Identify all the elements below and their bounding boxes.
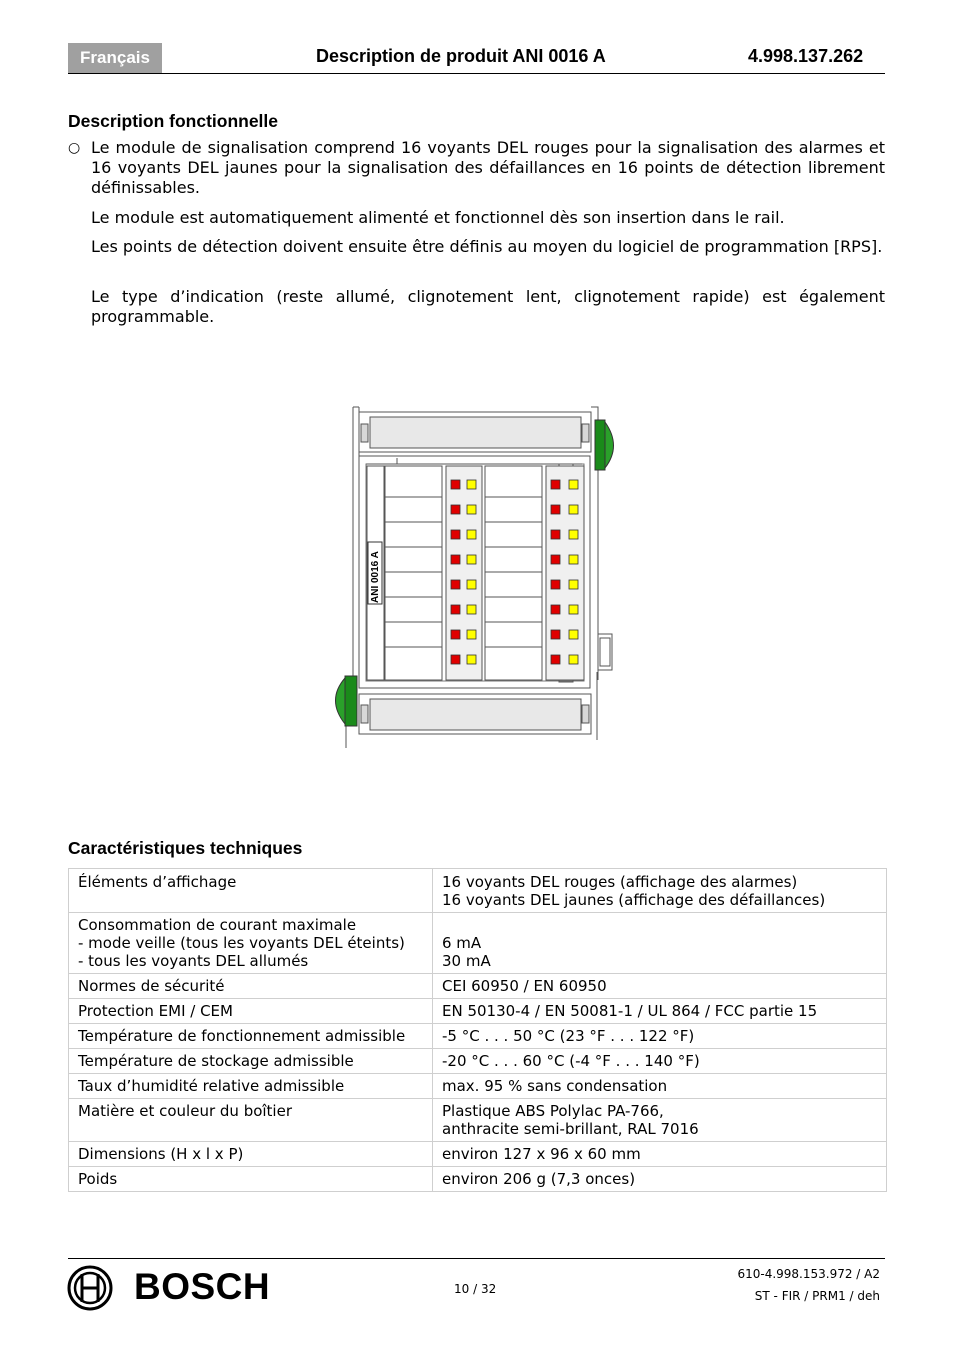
spec-value xyxy=(433,1074,887,1099)
table-cell-line: -20 °C . . . 60 °C (-4 °F . . . 140 °F) xyxy=(442,1052,700,1070)
yellow-led xyxy=(569,505,578,514)
document-reference-2: ST - FIR / PRM1 / deh xyxy=(754,1289,880,1303)
table-cell-line: Température de stockage admissible xyxy=(78,1052,354,1070)
table-row xyxy=(69,1074,887,1099)
paragraph-1: Le module de signalisation comprend 16 voyants DEL rouges pour la signalisation des alarmes et 16 voyants DEL jaunes pour la signalisation des défaillances en 16 points de détection librement définissables. xyxy=(91,138,885,197)
table-cell-line: EN 50130-4 / EN 50081-1 / UL 864 / FCC partie 15 xyxy=(442,1002,818,1020)
table-cell-line: Matière et couleur du boîtier xyxy=(78,1102,292,1120)
table-cell-line: environ 127 x 96 x 60 mm xyxy=(442,1145,641,1163)
spec-label xyxy=(69,1074,433,1099)
red-led xyxy=(551,580,560,589)
table-cell-line: CEI 60950 / EN 60950 xyxy=(442,977,607,995)
spec-value xyxy=(433,1024,887,1049)
yellow-led xyxy=(569,605,578,614)
spec-value xyxy=(433,1142,887,1167)
spec-label xyxy=(69,1142,433,1167)
document-number: 4.998.137.262 xyxy=(748,46,864,66)
language-tab: Français xyxy=(68,43,162,73)
table-cell-line: 30 mA xyxy=(442,952,491,970)
yellow-led xyxy=(569,580,578,589)
bullet-icon: ○ xyxy=(68,140,81,156)
bottom-clip-icon xyxy=(336,676,358,726)
spec-label xyxy=(69,1049,433,1074)
red-led xyxy=(551,530,560,539)
yellow-led xyxy=(569,630,578,639)
red-led xyxy=(451,655,460,664)
spec-label xyxy=(69,1167,433,1192)
table-row xyxy=(69,999,887,1024)
functional-heading: Description fonctionnelle xyxy=(68,111,279,131)
paragraph-4: Le type d’indication (reste allumé, clignotement lent, clignotement rapide) est également programmable. xyxy=(91,287,885,326)
table-cell-line: Température de fonctionnement admissible xyxy=(78,1027,406,1045)
red-led xyxy=(551,505,560,514)
table-cell-line: Consommation de courant maximale xyxy=(78,916,357,934)
table-cell-line: 6 mA xyxy=(442,934,482,952)
table-cell-line: Dimensions (H x l x P) xyxy=(78,1145,244,1163)
table-row xyxy=(69,1167,887,1192)
table-cell-line: 16 voyants DEL rouges (affichage des alarmes) xyxy=(442,873,798,891)
spec-label xyxy=(69,974,433,999)
yellow-led xyxy=(569,480,578,489)
header-rule xyxy=(68,73,885,74)
paragraph-3: Les points de détection doivent ensuite être définis au moyen du logiciel de programmation [RPS]. xyxy=(91,237,883,256)
table-cell-line: anthracite semi-brillant, RAL 7016 xyxy=(442,1120,699,1138)
table-cell-line: Taux d’humidité relative admissible xyxy=(78,1077,345,1095)
red-led xyxy=(551,480,560,489)
spec-label xyxy=(69,999,433,1024)
red-led xyxy=(451,605,460,614)
table-cell-line: - mode veille (tous les voyants DEL éteints) xyxy=(78,934,405,952)
red-led xyxy=(451,580,460,589)
footer-rule xyxy=(68,1258,885,1259)
yellow-led xyxy=(569,530,578,539)
specs-heading: Caractéristiques techniques xyxy=(68,838,303,858)
yellow-led xyxy=(467,605,476,614)
red-led xyxy=(551,655,560,664)
yellow-led xyxy=(569,655,578,664)
top-clip-icon xyxy=(595,420,614,470)
yellow-led xyxy=(467,480,476,489)
red-led xyxy=(551,555,560,564)
table-row xyxy=(69,1142,887,1167)
spec-value xyxy=(433,974,887,999)
yellow-led xyxy=(467,555,476,564)
table-row xyxy=(69,1024,887,1049)
red-led xyxy=(451,555,460,564)
table-row xyxy=(69,1049,887,1074)
module-diagram xyxy=(325,400,625,752)
spec-value xyxy=(433,1099,887,1142)
spec-label xyxy=(69,913,433,974)
yellow-led xyxy=(467,630,476,639)
yellow-led xyxy=(569,555,578,564)
red-led xyxy=(551,605,560,614)
table-row xyxy=(69,869,887,913)
page-number: 10 / 32 xyxy=(454,1282,497,1296)
module-label: ANI 0016 A xyxy=(370,551,381,603)
spec-value xyxy=(433,999,887,1024)
brand-name: BOSCH xyxy=(134,1266,271,1307)
spec-value xyxy=(433,913,887,974)
spec-label xyxy=(69,1024,433,1049)
yellow-led xyxy=(467,505,476,514)
table-cell-line xyxy=(442,916,877,934)
red-led xyxy=(451,480,460,489)
table-cell-line: Normes de sécurité xyxy=(78,977,225,995)
specs-table xyxy=(68,868,887,1192)
spec-value xyxy=(433,869,887,913)
bosch-logo-icon xyxy=(67,1265,113,1311)
table-cell-line: - tous les voyants DEL allumés xyxy=(78,952,309,970)
yellow-led xyxy=(467,530,476,539)
table-row xyxy=(69,913,887,974)
table-cell-line: Protection EMI / CEM xyxy=(78,1002,233,1020)
red-led xyxy=(451,505,460,514)
document-title: Description de produit ANI 0016 A xyxy=(316,46,606,66)
table-cell-line: Plastique ABS Polylac PA-766, xyxy=(442,1102,664,1120)
table-row xyxy=(69,1099,887,1142)
table-cell-line: 16 voyants DEL jaunes (affichage des défaillances) xyxy=(442,891,826,909)
red-led xyxy=(451,530,460,539)
table-cell-line: environ 206 g (7,3 onces) xyxy=(442,1170,636,1188)
table-row xyxy=(69,974,887,999)
red-led xyxy=(551,630,560,639)
table-cell-line: max. 95 % sans condensation xyxy=(442,1077,668,1095)
yellow-led xyxy=(467,580,476,589)
spec-value xyxy=(433,1049,887,1074)
spec-label xyxy=(69,869,433,913)
spec-label xyxy=(69,1099,433,1142)
spec-value xyxy=(433,1167,887,1192)
paragraph-2: Le module est automatiquement alimenté et fonctionnel dès son insertion dans le rail. xyxy=(91,208,785,227)
yellow-led xyxy=(467,655,476,664)
red-led xyxy=(451,630,460,639)
table-cell-line: -5 °C . . . 50 °C (23 °F . . . 122 °F) xyxy=(442,1027,695,1045)
table-cell-line: Éléments d’affichage xyxy=(78,873,237,891)
table-cell-line: Poids xyxy=(78,1170,118,1188)
document-reference: 610-4.998.153.972 / A2 xyxy=(737,1267,880,1281)
